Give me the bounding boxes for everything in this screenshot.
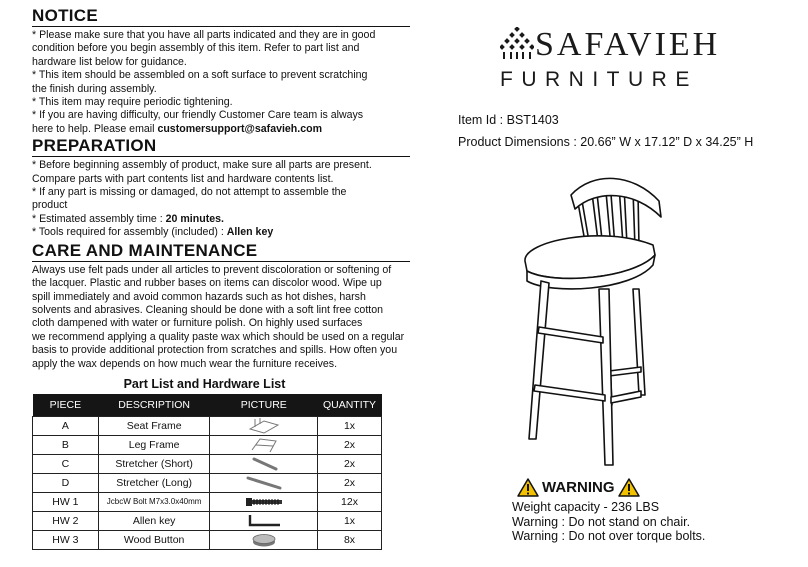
notice-line: * This item may require periodic tightening. bbox=[32, 96, 233, 109]
care-line: the lacquer. Plastic and rubber bases on items can discolor wood. Wipe up bbox=[32, 277, 382, 290]
warning-line: Warning : Do not stand on chair. bbox=[512, 514, 691, 529]
table-row bbox=[33, 416, 382, 435]
piece-cell: HW 1 bbox=[33, 492, 99, 511]
parts-table-title: Part List and Hardware List bbox=[123, 377, 286, 391]
notice-line: condition before you begin assembly of this item. Refer to part list and bbox=[32, 42, 360, 55]
left-column bbox=[32, 6, 412, 371]
product-dimensions: Product Dimensions : 20.66” W x 17.12” D x 34.25” H bbox=[458, 135, 754, 149]
piece-cell: D bbox=[33, 473, 99, 492]
notice-divider bbox=[32, 26, 410, 27]
quantity-cell: 2x bbox=[318, 435, 382, 454]
care-line: basis to provide additional protection from scratches and spills. How often you bbox=[32, 344, 398, 357]
care-heading: CARE AND MAINTENANCE bbox=[32, 240, 258, 260]
description-cell: Stretcher (Short) bbox=[98, 454, 210, 473]
picture-cell bbox=[210, 416, 318, 435]
notice-heading: NOTICE bbox=[32, 6, 99, 25]
right-column bbox=[455, 0, 808, 567]
picture-cell bbox=[210, 511, 318, 530]
preparation-line: * If any part is missing or damaged, do not attempt to assemble the bbox=[32, 186, 347, 199]
description-cell: JcbcW Bolt M7x3.0x40mm bbox=[98, 492, 210, 511]
care-line: cloth dampened with water or furniture polish. On highly used surfaces bbox=[32, 317, 363, 330]
care-line: spill immediately and avoid common hazards such as hot dishes, harsh bbox=[32, 290, 366, 303]
quantity-cell: 2x bbox=[318, 454, 382, 473]
care-line: we recommend applying a quality paste wax which should be used on a regular bbox=[32, 330, 405, 343]
preparation-text bbox=[32, 159, 412, 239]
table-row bbox=[33, 492, 382, 511]
table-row bbox=[33, 511, 382, 530]
parts-table-header bbox=[33, 394, 382, 416]
safavieh-mark-icon bbox=[500, 27, 534, 59]
warning-icon bbox=[618, 478, 640, 497]
table-row bbox=[33, 454, 382, 473]
care-line: solvents and abrasives. Cleaning should be done with a soft lint free cotton bbox=[32, 303, 383, 316]
piece-cell: A bbox=[33, 416, 99, 435]
parts-table bbox=[32, 394, 382, 550]
warning-line: Warning : Do not over torque bolts. bbox=[512, 529, 706, 543]
assembly-time-label: * Estimated assembly time : bbox=[32, 212, 166, 225]
preparation-line: product bbox=[32, 199, 68, 212]
header-description: DESCRIPTION bbox=[98, 394, 210, 416]
bolt-icon bbox=[244, 495, 284, 509]
picture-cell bbox=[210, 454, 318, 473]
description-cell: Stretcher (Long) bbox=[98, 473, 210, 492]
tools-label: * Tools required for assembly (included) : bbox=[32, 226, 227, 239]
description-cell: Wood Button bbox=[98, 530, 210, 549]
wood-button-icon bbox=[249, 532, 279, 548]
picture-cell bbox=[210, 435, 318, 454]
piece-cell: HW 3 bbox=[33, 530, 99, 549]
care-line: apply the wax depends on how much wear the furniture receives. bbox=[32, 357, 338, 370]
long-stretcher-icon bbox=[244, 474, 284, 491]
notice-line: hardware list below for guidance. bbox=[32, 55, 187, 68]
leg-frame-icon bbox=[246, 436, 282, 453]
care-divider bbox=[32, 261, 410, 262]
notice-line: * This item should be assembled on a soft surface to prevent scratching bbox=[32, 69, 368, 82]
warning-icon bbox=[517, 478, 539, 497]
picture-cell bbox=[210, 492, 318, 511]
warning-heading bbox=[517, 478, 640, 497]
bar-stool-illustration bbox=[513, 157, 683, 477]
allen-key-icon bbox=[244, 512, 284, 529]
weight-capacity: Weight capacity - 236 LBS bbox=[512, 500, 660, 514]
quantity-cell: 12x bbox=[318, 492, 382, 511]
preparation-divider bbox=[32, 156, 410, 157]
piece-cell: HW 2 bbox=[33, 511, 99, 530]
picture-cell bbox=[210, 530, 318, 549]
preparation-line: * Before beginning assembly of product, make sure all parts are present. bbox=[32, 159, 372, 172]
quantity-cell: 2x bbox=[318, 473, 382, 492]
header-quantity: QUANTITY bbox=[318, 394, 382, 416]
assembly-time-value: 20 minutes. bbox=[165, 212, 224, 225]
description-cell: Allen key bbox=[98, 511, 210, 530]
piece-cell: B bbox=[33, 435, 99, 454]
brand-subtitle: FURNITURE bbox=[500, 68, 698, 91]
table-row bbox=[33, 473, 382, 492]
email-prefix: here to help. Please email bbox=[32, 122, 158, 135]
header-picture: PICTURE bbox=[210, 394, 318, 416]
brand-name: SAFAVIEH bbox=[535, 26, 721, 63]
table-row bbox=[33, 530, 382, 549]
quantity-cell: 1x bbox=[318, 511, 382, 530]
tools-value: Allen key bbox=[226, 226, 274, 239]
notice-line: * Please make sure that you have all parts indicated and they are in good bbox=[32, 29, 376, 41]
support-email: customersupport@safavieh.com bbox=[157, 122, 323, 135]
notice-email-line bbox=[32, 123, 412, 136]
quantity-cell: 1x bbox=[318, 416, 382, 435]
care-line: Always use felt pads under all articles to prevent discoloration or softening of bbox=[32, 263, 392, 276]
table-row bbox=[33, 435, 382, 454]
description-cell: Seat Frame bbox=[98, 416, 210, 435]
preparation-heading: PREPARATION bbox=[32, 136, 157, 156]
notice-line: * If you are having difficulty, our friendly Customer Care team is always bbox=[32, 109, 364, 122]
seat-frame-icon bbox=[246, 417, 282, 434]
assembly-time-line bbox=[32, 213, 412, 226]
notice-line: the finish during assembly. bbox=[32, 82, 157, 95]
warning-text bbox=[512, 500, 705, 544]
quantity-cell: 8x bbox=[318, 530, 382, 549]
preparation-line: Compare parts with part contents list and hardware contents list. bbox=[32, 172, 334, 185]
tools-line bbox=[32, 226, 412, 239]
item-id: Item Id : BST1403 bbox=[458, 113, 559, 127]
header-piece: PIECE bbox=[33, 394, 99, 416]
notice-text bbox=[32, 29, 412, 136]
picture-cell bbox=[210, 473, 318, 492]
description-cell: Leg Frame bbox=[98, 435, 210, 454]
piece-cell: C bbox=[33, 454, 99, 473]
care-text bbox=[32, 264, 412, 371]
brand-logo bbox=[500, 23, 760, 103]
warning-title: WARNING bbox=[542, 479, 615, 496]
short-stretcher-icon bbox=[246, 455, 282, 472]
